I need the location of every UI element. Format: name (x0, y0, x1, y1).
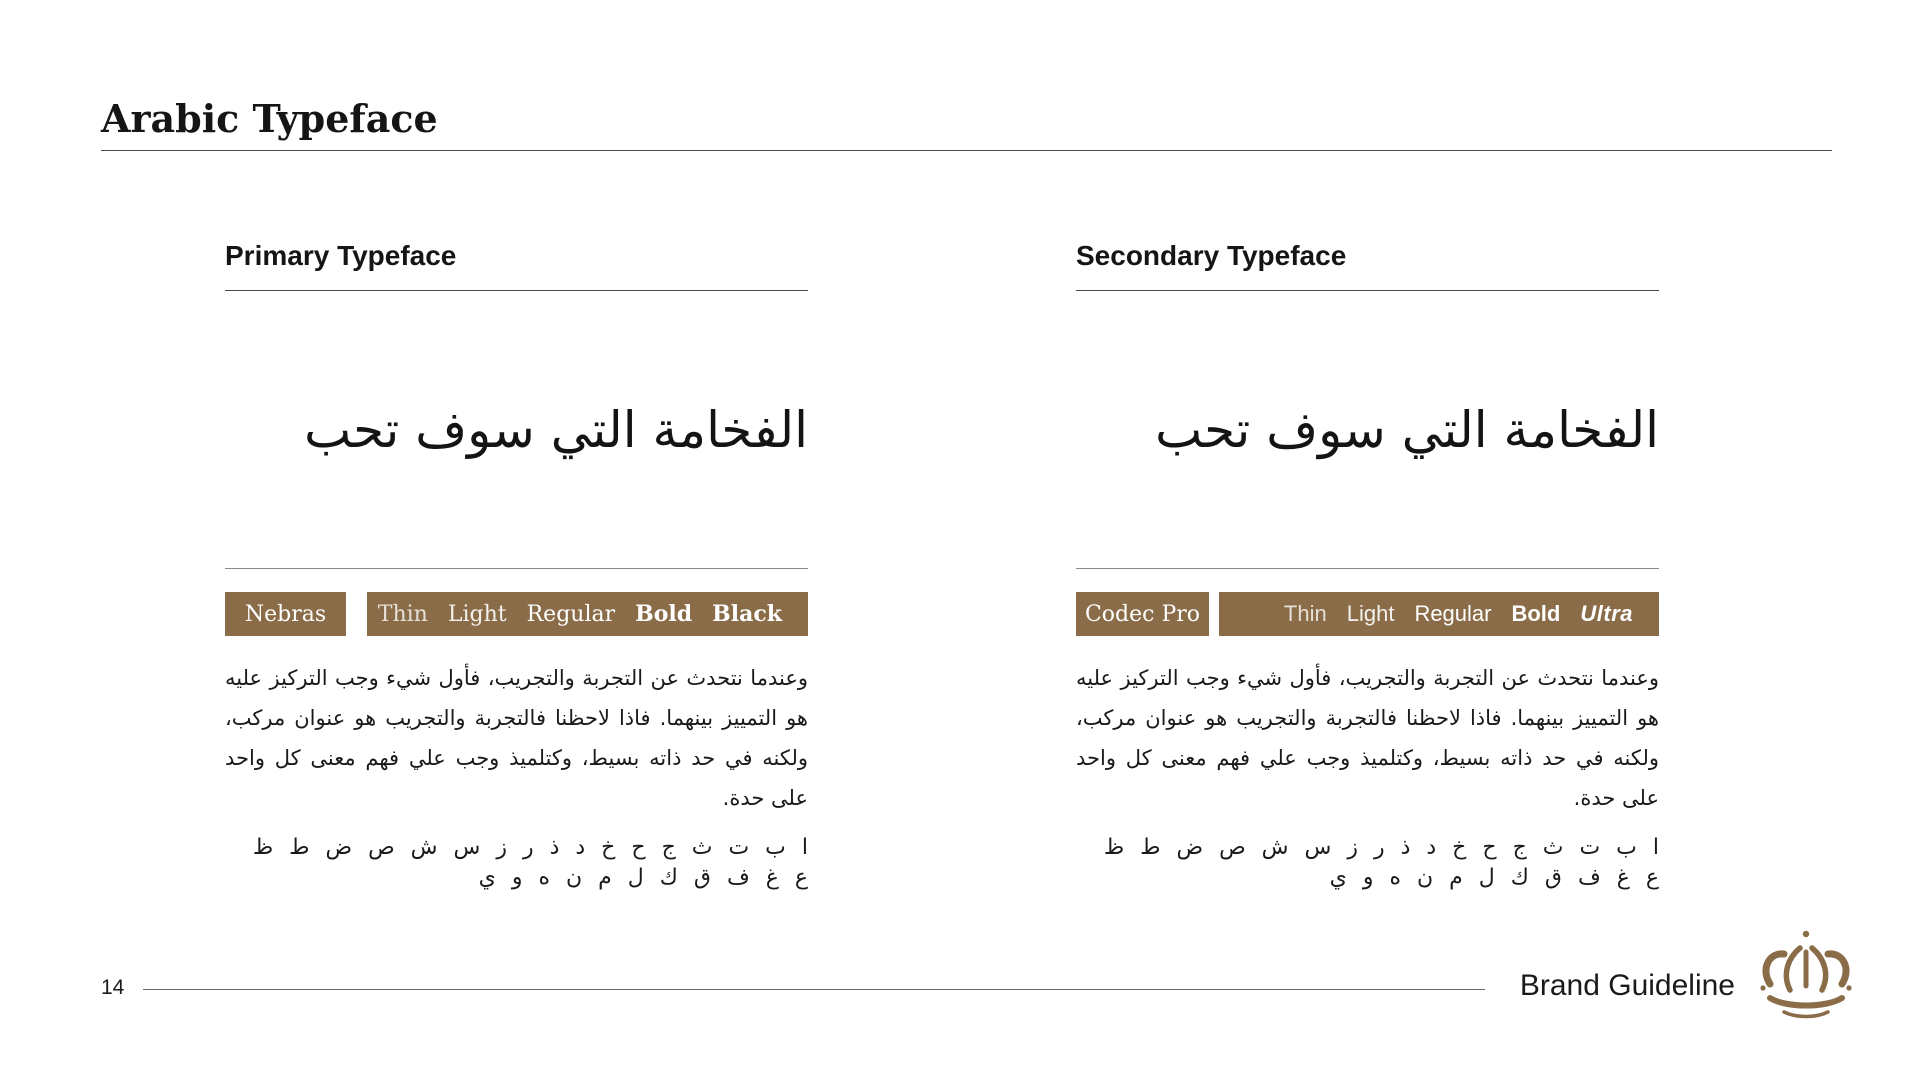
primary-heading-divider (225, 290, 808, 291)
page-title: Arabic Typeface (101, 96, 438, 141)
primary-font-name-badge (225, 592, 346, 636)
secondary-font-name: Codec Pro (1084, 601, 1201, 627)
primary-weight-bold: Bold (635, 601, 693, 627)
secondary-weight-light: Light (1346, 601, 1395, 626)
primary-weight-black: Black (712, 601, 782, 627)
secondary-weights-badge (1219, 592, 1659, 636)
secondary-sample-text: الفخامة التي سوف تحب (1155, 401, 1659, 459)
primary-weight-thin: Thin (377, 601, 428, 627)
primary-weight-regular: Regular (526, 601, 616, 627)
primary-heading: Primary Typeface (225, 240, 457, 271)
primary-paragraph: وعندما نتحدث عن التجربة والتجريب، فأول شيء وجب التركيز عليه هو التمييز بينهما. فاذا لاحظنا فالتجربة والتجريب هو عنوان مركب، ولكنه في حد ذاته بسيط، وكتلميذ وجب علي فهم معنى كل واحد على حدة. (225, 666, 808, 810)
secondary-weight-regular: Regular (1414, 601, 1492, 626)
crown-icon (1756, 928, 1856, 1024)
secondary-weight-bold: Bold (1511, 601, 1561, 626)
footer-label: Brand Guideline (1519, 969, 1735, 1002)
footer-divider (143, 989, 1485, 990)
primary-sample-divider (225, 568, 808, 569)
title-divider (101, 150, 1832, 151)
secondary-heading: Secondary Typeface (1076, 240, 1347, 271)
secondary-weight-thin: Thin (1283, 601, 1327, 626)
primary-alphabet: ا ب ت ث ج ح خ د ذ ر ز س ش ص ض ط ظ ع غ ف ق ك ل م ن ه و ي (252, 835, 808, 890)
primary-sample-text: الفخامة التي سوف تحب (304, 401, 808, 459)
primary-weight-light: Light (447, 601, 507, 627)
secondary-paragraph: وعندما نتحدث عن التجربة والتجريب، فأول شيء وجب التركيز عليه هو التمييز بينهما. فاذا لاحظنا فالتجربة والتجريب هو عنوان مركب، ولكنه في حد ذاته بسيط، وكتلميذ وجب علي فهم معنى كل واحد على حدة. (1076, 666, 1659, 810)
page-number: 14 (101, 976, 125, 999)
secondary-weight-ultra: Ultra (1580, 601, 1633, 626)
secondary-sample-divider (1076, 568, 1659, 569)
primary-font-name: Nebras (244, 601, 327, 627)
secondary-font-name-badge (1076, 592, 1209, 636)
secondary-alphabet: ا ب ت ث ج ح خ د ذ ر ز س ش ص ض ط ظ ع غ ف ق ك ل م ن ه و ي (1103, 835, 1659, 890)
secondary-heading-divider (1076, 290, 1659, 291)
primary-weights-badge (367, 592, 808, 636)
